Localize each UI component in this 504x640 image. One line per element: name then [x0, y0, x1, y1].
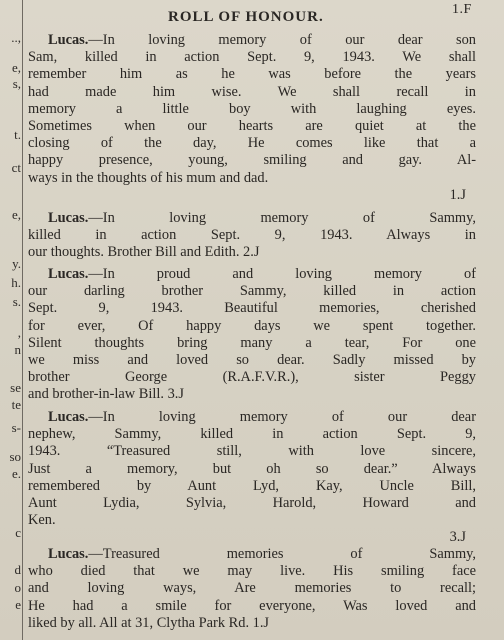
left-column-fragment: ..,	[11, 30, 21, 45]
notice-line: Just a memory, but oh so dear.” Always	[28, 460, 476, 477]
left-column-fragment: e,	[11, 207, 21, 222]
left-column-fragment: s,	[12, 76, 21, 91]
memorial-notice	[28, 409, 476, 547]
notice-line: liked by all. All at 31, Clytha Park Rd. 1.J	[28, 614, 270, 631]
notice-line: He had a smile for everyone, Was loved and	[28, 597, 476, 614]
left-column-fragment: n	[14, 342, 21, 357]
notice-line: our thoughts. Brother Bill and Edith. 2.J	[28, 244, 260, 261]
notice-surname: Lucas.	[48, 546, 89, 562]
notice-text: —In proud and loving memory of	[88, 266, 476, 282]
left-column-fragment: ,	[17, 325, 21, 340]
notice-line: who died that we may live. His smiling face	[28, 563, 476, 580]
memorial-notice	[28, 266, 476, 404]
column-divider	[22, 0, 23, 640]
notice-line: and loving ways, Are memories to recall;	[28, 580, 476, 597]
left-column-fragment: ct	[11, 160, 21, 175]
notice-line: brother George (R.A.F.V.R.), sister Peggy	[28, 369, 476, 386]
notice-surname: Lucas.	[48, 32, 89, 48]
notice-surname: Lucas.	[48, 210, 89, 226]
memorial-notice	[28, 546, 476, 632]
left-column-fragment: s.	[12, 294, 21, 309]
notice-line: had made him wise. We shall recall in	[28, 83, 476, 100]
notice-first-line	[28, 210, 476, 227]
notice-line: Sometimes when our hearts are quiet at the	[28, 117, 476, 134]
notice-line: memory a little boy with laughing eyes.	[28, 100, 476, 117]
left-column-fragment: o	[14, 580, 21, 595]
corner-reference: 1.F	[452, 2, 472, 17]
notice-text: —Treasured memories of Sammy,	[88, 546, 476, 562]
notice-line: Aunt Lydia, Sylvia, Harold, Howard and	[28, 494, 476, 511]
notice-line: remembered by Aunt Lyd, Kay, Uncle Bill,	[28, 477, 476, 494]
left-column-fragment: e,	[11, 60, 21, 75]
notice-line: our darling brother Sammy, killed in action	[28, 283, 476, 300]
left-column-fragment: so	[9, 449, 21, 464]
left-column-fragment: t.	[14, 127, 21, 142]
notice-line: and brother-in-law Bill. 3.J	[28, 386, 184, 403]
left-column-fragment: s-	[11, 420, 21, 435]
notice-line: Ken.	[28, 512, 56, 529]
left-column-fragment: se	[10, 380, 21, 395]
left-column-fragment: c	[15, 525, 21, 540]
notice-line: 1943. “Treasured still, with love sincere,	[28, 443, 476, 460]
left-column-fragment: e.	[11, 466, 21, 481]
left-column-fragment: e	[15, 597, 21, 612]
notice-line: we miss and loved so dear. Sadly missed by	[28, 351, 476, 368]
notice-line: Silent thoughts bring many a tear, For one	[28, 334, 476, 351]
notice-first-line	[28, 409, 476, 426]
notice-line: closing of the day, He comes like that a	[28, 135, 476, 152]
notice-line: happy presence, young, smiling and gay. Al-	[28, 152, 476, 169]
notice-line: killed in action Sept. 9, 1943. Always in	[28, 227, 476, 244]
notice-line: Sept. 9, 1943. Beautiful memories, cherished	[28, 300, 476, 317]
left-column-fragment: y.	[12, 256, 21, 271]
memorial-notice	[28, 32, 476, 204]
notice-text: —In loving memory of our dear son	[88, 32, 476, 48]
notice-line: nephew, Sammy, killed in action Sept. 9,	[28, 426, 476, 443]
notice-text: —In loving memory of our dear	[88, 409, 476, 425]
notice-first-line	[28, 546, 476, 563]
notice-line: ways in the thoughts of his mum and dad.	[28, 169, 269, 186]
notice-line: for ever, Of happy days we spent together.	[28, 317, 476, 334]
left-column-fragment: te	[11, 397, 21, 412]
notice-text: —In loving memory of Sammy,	[88, 210, 476, 226]
notice-line: Sam, killed in action Sept. 9, 1943. We shall	[28, 49, 476, 66]
left-column-fragment: h.	[11, 275, 21, 290]
notice-first-line	[28, 32, 476, 49]
column-heading: ROLL OF HONOUR.	[168, 9, 324, 25]
memorial-notice	[28, 210, 476, 262]
notice-surname: Lucas.	[48, 409, 89, 425]
notice-reference: 3.J	[449, 529, 466, 546]
notice-surname: Lucas.	[48, 266, 89, 282]
notice-reference: 1.J	[449, 186, 466, 203]
notice-line: remember him as he was before the years	[28, 66, 476, 83]
notice-first-line	[28, 266, 476, 283]
left-column-fragment: d	[14, 562, 21, 577]
